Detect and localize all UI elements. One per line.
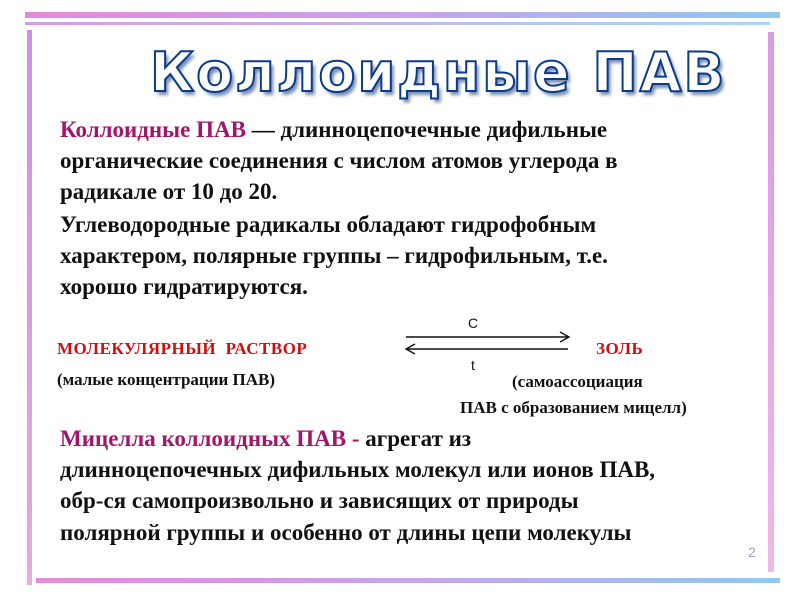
paragraph-2-line-2: характером, полярные группы – гидрофильным, т.е. bbox=[60, 243, 608, 268]
right-note-line-2: ПАВ с образованием мицелл) bbox=[460, 398, 687, 417]
left-state-label: МОЛЕКУЛЯРНЫЙ РАСТВОР bbox=[57, 339, 308, 358]
definition-term: Коллоидные ПАВ bbox=[60, 117, 246, 142]
right-note-line-1: (самоассоциация bbox=[512, 372, 643, 391]
definition-line-2: органические соединения с числом атомов углерода в bbox=[60, 148, 618, 173]
equilibrium-arrows-icon bbox=[400, 330, 575, 356]
micelle-line-3: обр-ся самопроизвольно и зависящих от природы bbox=[60, 488, 579, 513]
page-number: 2 bbox=[748, 544, 756, 560]
slide-title: Коллоидные ПАВ bbox=[150, 41, 727, 104]
micelle-line-1 bbox=[60, 423, 471, 454]
left-note: (малые концентрации ПАВ) bbox=[57, 370, 276, 389]
frame-bottom-bar bbox=[36, 578, 780, 583]
frame-top-bar bbox=[25, 12, 780, 18]
definition-text-1: — длинноцепочечные дифильные bbox=[245, 117, 608, 142]
frame-right-bar bbox=[768, 32, 774, 572]
paragraph-2-line-3: хорошо гидратируются. bbox=[60, 274, 308, 299]
micelle-line-4: полярной группы и особенно от длины цепи молекулы bbox=[60, 520, 632, 545]
definition-line-3: радикале от 10 до 20. bbox=[60, 179, 278, 204]
arrow-bottom-label: t bbox=[471, 357, 475, 373]
paragraph-2-line-1: Углеводородные радикалы обладают гидрофобным bbox=[60, 212, 597, 237]
micelle-term: Мицелла коллоидных ПАВ - bbox=[60, 426, 360, 451]
micelle-text-1: агрегат из bbox=[359, 426, 472, 451]
frame-left-bar bbox=[27, 30, 32, 585]
frame-top-bar-inner bbox=[25, 22, 770, 25]
right-state-label: ЗОЛЬ bbox=[596, 339, 644, 358]
definition-line-1 bbox=[60, 114, 607, 145]
micelle-line-2: длинноцепочечных дифильных молекул или ионов ПАВ, bbox=[60, 457, 656, 482]
arrow-top-label: C bbox=[468, 315, 479, 331]
